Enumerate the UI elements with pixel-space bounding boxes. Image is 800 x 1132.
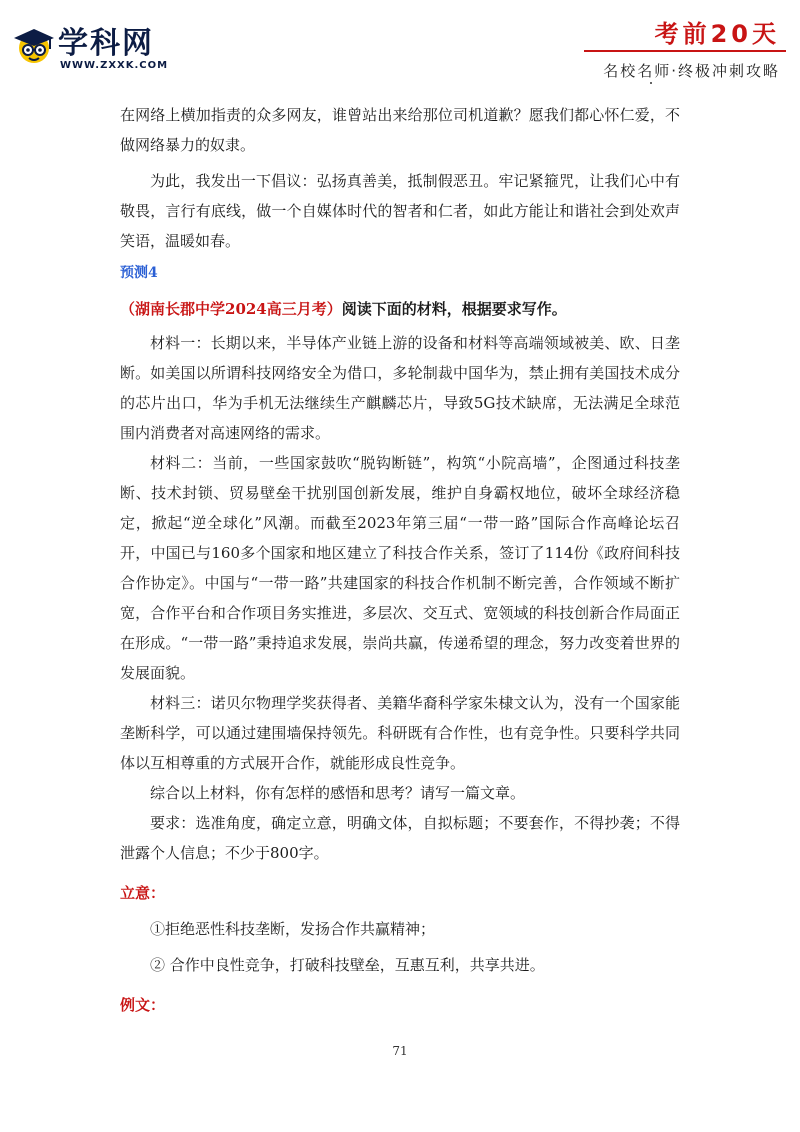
brand-dot xyxy=(650,82,652,84)
writing-prompt: 综合以上材料，你有怎样的感悟和思考？请写一篇文章。 xyxy=(150,784,526,802)
material-two: 材料二：当前，一些国家鼓吹“脱钩断链”，构筑“小院高墙”，企图通过科技垄断、技术封锁、贸易壁垒干扰别国创新发展，维护自身霸权地位，破坏全球经济稳定，掀起“逆全球化”风潮。而截至2023年第三届“一带一路”国际合作高峰论坛召开，中国已与160多个国家和地区建立了科技合作关系，签订了114份《政府间科技合作协定》。中国与“一带一路”共建国家的科技合作机制不断完善，合作领域不断扩宽，合作平台和合作项目务实推进，多层次、交互式、宽领域的科技创新合作局面正在形成。“一带一路”秉持追求发展，崇尚共赢，传递希望的理念，努力改变着世界的发展面貌。 xyxy=(120,454,680,682)
intent-item-2: ② 合作中良性竞争，打破科技壁垒，互惠互利，共享共进。 xyxy=(150,956,545,974)
question-text: 阅读下面的材料，根据要求写作。 xyxy=(341,300,567,318)
brand-subtitle: 名校名师·终极冲刺攻略 xyxy=(603,62,780,80)
writing-requirement: 要求：选准角度，确定立意，明确文体，自拟标题；不要套作，不得抄袭；不得泄露个人信息；不少于800字。 xyxy=(120,814,680,862)
page-header xyxy=(0,0,800,95)
intent-item-1: ①拒绝恶性科技垄断，发扬合作共赢精神； xyxy=(150,920,436,938)
section-heading-example: 例文： xyxy=(120,996,166,1014)
section-heading-intent: 立意： xyxy=(120,884,166,902)
brand-title: 考前20天 xyxy=(654,20,780,48)
material-one: 材料一：长期以来，半导体产业链上游的设备和材料等高端领域被美、欧、日垄断。如美国以所谓科技网络安全为借口，多轮制裁中国华为，禁止拥有美国技术成分的芯片出口，华为手机无法继续生产麒麟芯片，导致5G技术缺席，无法满足全球范围内消费者对高速网络的需求。 xyxy=(120,334,680,442)
prediction-label: 预测4 xyxy=(120,265,158,281)
paragraph-continued: 在网络上横加指责的众多网友，谁曾站出来给那位司机道歉？愿我们都心怀仁爱，不做网络暴力的奴隶。 xyxy=(120,106,680,154)
page-number: 71 xyxy=(392,1044,408,1058)
site-logo-text: 学科网 xyxy=(58,26,154,61)
brand-divider xyxy=(584,50,786,52)
site-url: WWW.ZXXK.COM xyxy=(60,60,169,71)
question-heading xyxy=(120,296,680,322)
graduation-cap-logo-icon xyxy=(12,24,56,68)
material-three: 材料三：诺贝尔物理学奖获得者、美籍华裔科学家朱棣文认为，没有一个国家能垄断科学，可以通过建围墙保持领先。科研既有合作性，也有竞争性。只要科学共同体以互相尊重的方式展开合作，就能形成良性竞争。 xyxy=(120,694,680,772)
question-source: （湖南长郡中学2024高三月考） xyxy=(120,300,342,318)
paragraph-initiative: 为此，我发出一下倡议：弘扬真善美，抵制假恶丑。牢记紧箍咒，让我们心中有敬畏，言行有底线，做一个自媒体时代的智者和仁者，如此方能让和谐社会到处欢声笑语，温暖如春。 xyxy=(120,172,680,250)
document-body xyxy=(120,100,680,1020)
